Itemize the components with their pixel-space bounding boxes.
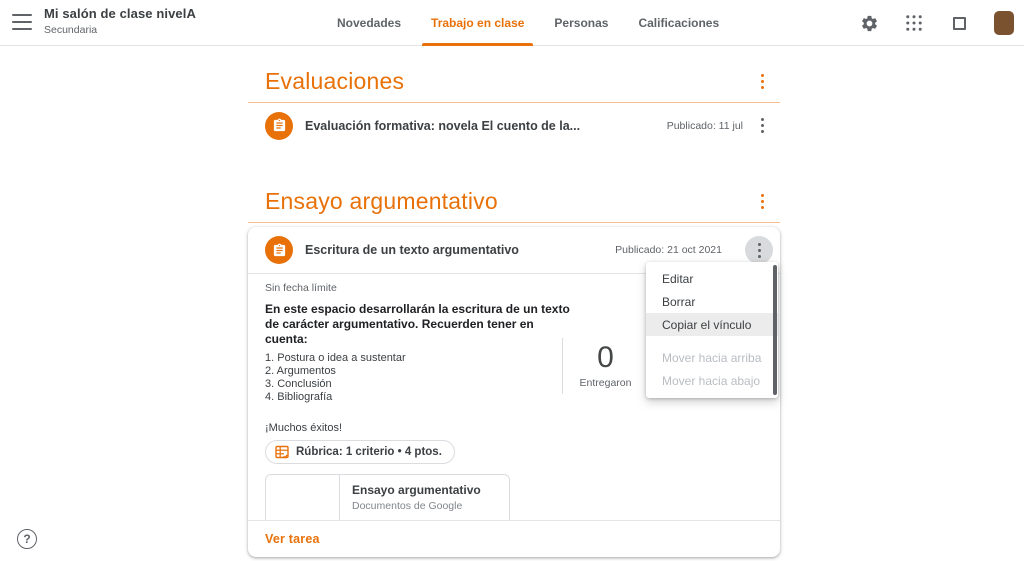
turned-in-stats[interactable] [562,338,648,394]
menu-item-copiar-vinculo[interactable]: Copiar el vínculo [646,313,778,336]
tab-personas[interactable]: Personas [554,16,609,30]
header-actions [859,0,1014,46]
published-date: Publicado: 11 jul [666,119,743,132]
view-assignment-link[interactable]: Ver tarea [265,532,320,546]
menu-scrollbar[interactable] [773,265,777,395]
turned-in-label: Entregaron [579,377,632,389]
assignment-description: En este espacio desarrollarán la escritura de un texto de carácter argumentativo. Recuerden tener en cuenta: [265,302,570,346]
app-header [0,0,1024,46]
checklist-item: 2. Argumentos [265,365,336,377]
kebab-icon [754,239,765,262]
card-footer [248,520,780,557]
rubric-icon [275,445,289,459]
section-title: Evaluaciones [265,67,405,94]
rubric-chip[interactable] [265,440,455,464]
active-tab-indicator [422,43,533,46]
checklist-item: 3. Conclusión [265,378,332,390]
assignment-kebab-icon[interactable] [757,114,768,137]
section-evaluaciones-header [248,60,780,102]
section-kebab-icon[interactable] [757,190,768,213]
menu-item-editar[interactable]: Editar [662,271,694,286]
attachment-title: Ensayo argumentativo [352,483,481,497]
assignment-icon [265,112,293,140]
assignment-row-evaluacion[interactable] [248,103,780,148]
tab-novedades[interactable]: Novedades [337,16,402,30]
user-avatar[interactable] [994,11,1014,35]
section-title: Ensayo argumentativo [265,187,498,214]
course-subtitle: Secundaria [44,24,98,36]
attachment-subtitle: Documentos de Google [352,500,463,512]
classwork-content [248,0,780,561]
tab-calificaciones[interactable]: Calificaciones [638,16,720,30]
checklist-item: 4. Bibliografía [265,391,333,403]
menu-separator [646,336,778,346]
menu-item-mover-abajo: Mover hacia abajo [662,373,761,388]
closing-text: ¡Muchos éxitos! [265,422,343,434]
tab-trabajo-en-clase[interactable]: Trabajo en clase [416,0,539,46]
assignment-icon [265,236,293,264]
assignment-checklist [265,352,406,404]
menu-item-mover-arriba: Mover hacia arriba [662,350,762,365]
due-date-label: Sin fecha límite [265,282,337,294]
assignment-context-menu [646,262,778,398]
nav-tabs [322,0,734,46]
course-title: Mi salón de clase nivelA [44,6,196,21]
attachment-thumbnail [266,475,340,520]
section-ensayo-header [248,180,780,222]
section-divider [248,222,780,223]
menu-item-borrar[interactable]: Borrar [662,294,696,309]
attachment-card[interactable] [265,474,510,520]
help-glyph: ? [23,532,31,546]
checklist-item: 1. Postura o idea a sustentar [265,352,406,364]
course-info [44,6,196,36]
help-icon[interactable] [17,529,37,549]
settings-gear-icon[interactable] [859,13,879,33]
rubric-label: Rúbrica: 1 criterio • 4 ptos. [296,446,442,458]
attachment-meta [340,475,481,520]
menu-hamburger-icon[interactable] [12,14,32,30]
section-kebab-icon[interactable] [757,70,768,93]
google-apps-grid-icon[interactable] [904,13,924,33]
published-date: Publicado: 21 oct 2021 [615,244,722,256]
section-evaluaciones [248,60,780,148]
assignment-title: Evaluación formativa: novela El cuento de la... [305,118,581,133]
square-extension-icon[interactable] [949,13,969,33]
assignment-title: Escritura de un texto argumentativo [305,243,519,257]
assignment-kebab-button[interactable] [745,236,773,264]
turned-in-count: 0 [597,341,614,374]
